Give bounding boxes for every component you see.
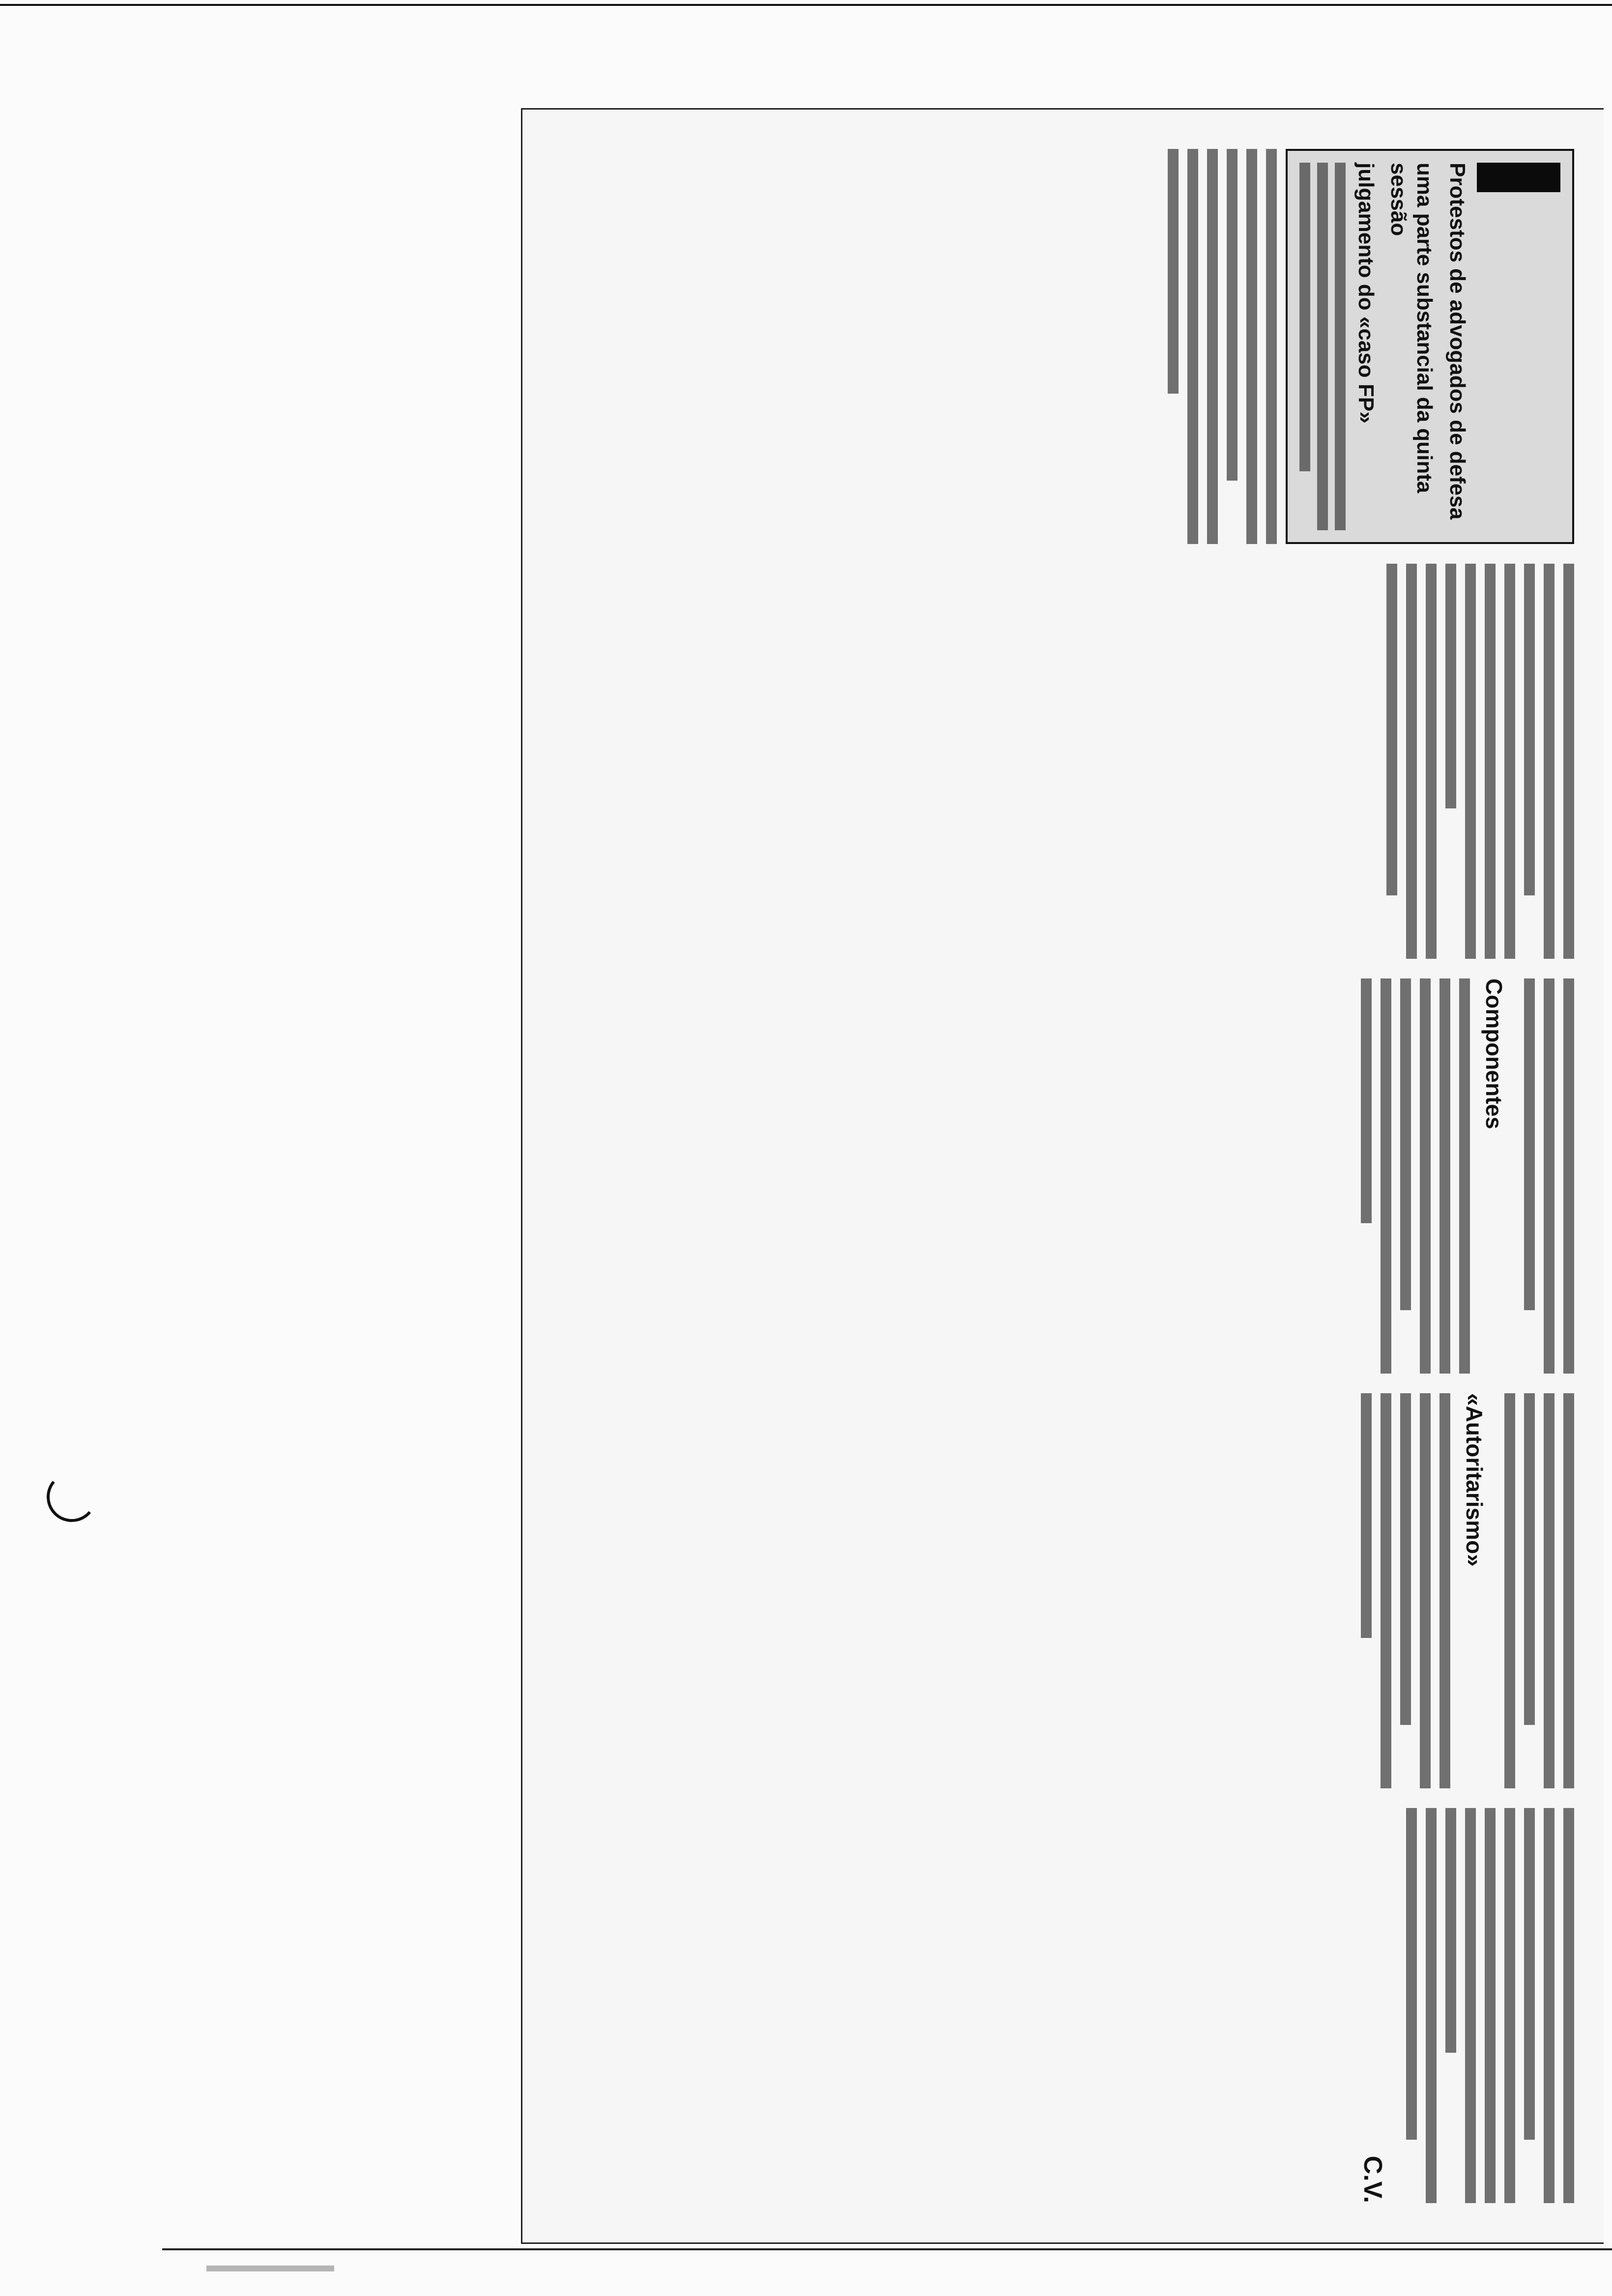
clipping-columns: [552, 149, 1574, 2203]
illegible-line: [1544, 1393, 1554, 1788]
illegible-line: [1485, 564, 1496, 959]
illegible-line: [1299, 163, 1310, 471]
illegible-line: [1445, 1808, 1456, 2053]
clipping-rotated-content: [542, 134, 1584, 2218]
top-rule: [0, 4, 1612, 6]
column-2: [552, 564, 1574, 959]
illegible-line: [1504, 1808, 1515, 2203]
illegible-line: [1335, 163, 1346, 530]
illegible-line: [1563, 978, 1574, 1374]
newspaper-clipping: [521, 108, 1604, 2244]
illegible-line: [1317, 163, 1328, 530]
illegible-line: [1386, 564, 1397, 895]
illegible-line: [1465, 564, 1476, 959]
illegible-line: [1563, 1808, 1574, 2203]
illegible-line: [1504, 1393, 1515, 1788]
illegible-line: [1563, 564, 1574, 959]
illegible-line: [1381, 978, 1391, 1374]
illegible-line: [1524, 978, 1535, 1310]
illegible-line: [1544, 978, 1554, 1374]
illegible-line: [1459, 978, 1470, 1374]
illegible-line: [1381, 1393, 1391, 1788]
illegible-line: [1361, 978, 1372, 1223]
illegible-line: [1187, 149, 1198, 544]
illegible-line: [1439, 978, 1450, 1374]
illegible-line: [1465, 1808, 1476, 2203]
illegible-line: [1207, 149, 1218, 544]
scan-artifact-mark: [45, 1470, 99, 1524]
illegible-line: [1426, 1808, 1437, 2203]
lead-fragment: Protestos de advogados de defesa: [1445, 163, 1469, 520]
illegible-line: [1246, 149, 1257, 544]
lead-fragment: uma parte substancial da quinta sessão: [1386, 163, 1437, 493]
illegible-line: [1227, 149, 1238, 481]
bottom-rule: [162, 2248, 1612, 2250]
illegible-line: [1563, 1393, 1574, 1788]
lead-fragment: julgamento do «caso FP»: [1353, 163, 1378, 424]
lead-block: [1286, 149, 1574, 544]
illegible-line: [1361, 1393, 1372, 1638]
author-signature: C.V.: [1358, 2155, 1387, 2203]
illegible-line: [1426, 564, 1437, 959]
illegible-line: [1504, 564, 1515, 959]
column-5: [552, 1808, 1574, 2203]
illegible-line: [1544, 1808, 1554, 2203]
illegible-line: [1485, 1808, 1496, 2203]
illegible-line: [1524, 1393, 1535, 1725]
illegible-line: [1524, 1808, 1535, 2140]
column-4: [552, 1393, 1574, 1788]
illegible-line: [1406, 1808, 1417, 2140]
illegible-line: [1420, 1393, 1431, 1788]
illegible-line: [1400, 978, 1411, 1310]
illegible-line: [1420, 978, 1431, 1374]
subhead-autoritarismo: «Autoritarismo»: [1462, 1393, 1487, 1567]
illegible-line: [1400, 1393, 1411, 1725]
illegible-line: [1439, 1393, 1450, 1788]
illegible-line: [1524, 564, 1535, 895]
column-3: [552, 978, 1574, 1374]
scan-artifact-noise: [206, 2266, 334, 2271]
subhead-componentes: Componentes: [1481, 978, 1507, 1129]
illegible-line: [1406, 564, 1417, 959]
lead-black-bar: [1477, 163, 1560, 192]
illegible-line: [1168, 149, 1179, 394]
illegible-line: [1544, 564, 1554, 959]
illegible-line: [1266, 149, 1277, 544]
illegible-line: [1445, 564, 1456, 808]
column-1: [552, 149, 1574, 544]
